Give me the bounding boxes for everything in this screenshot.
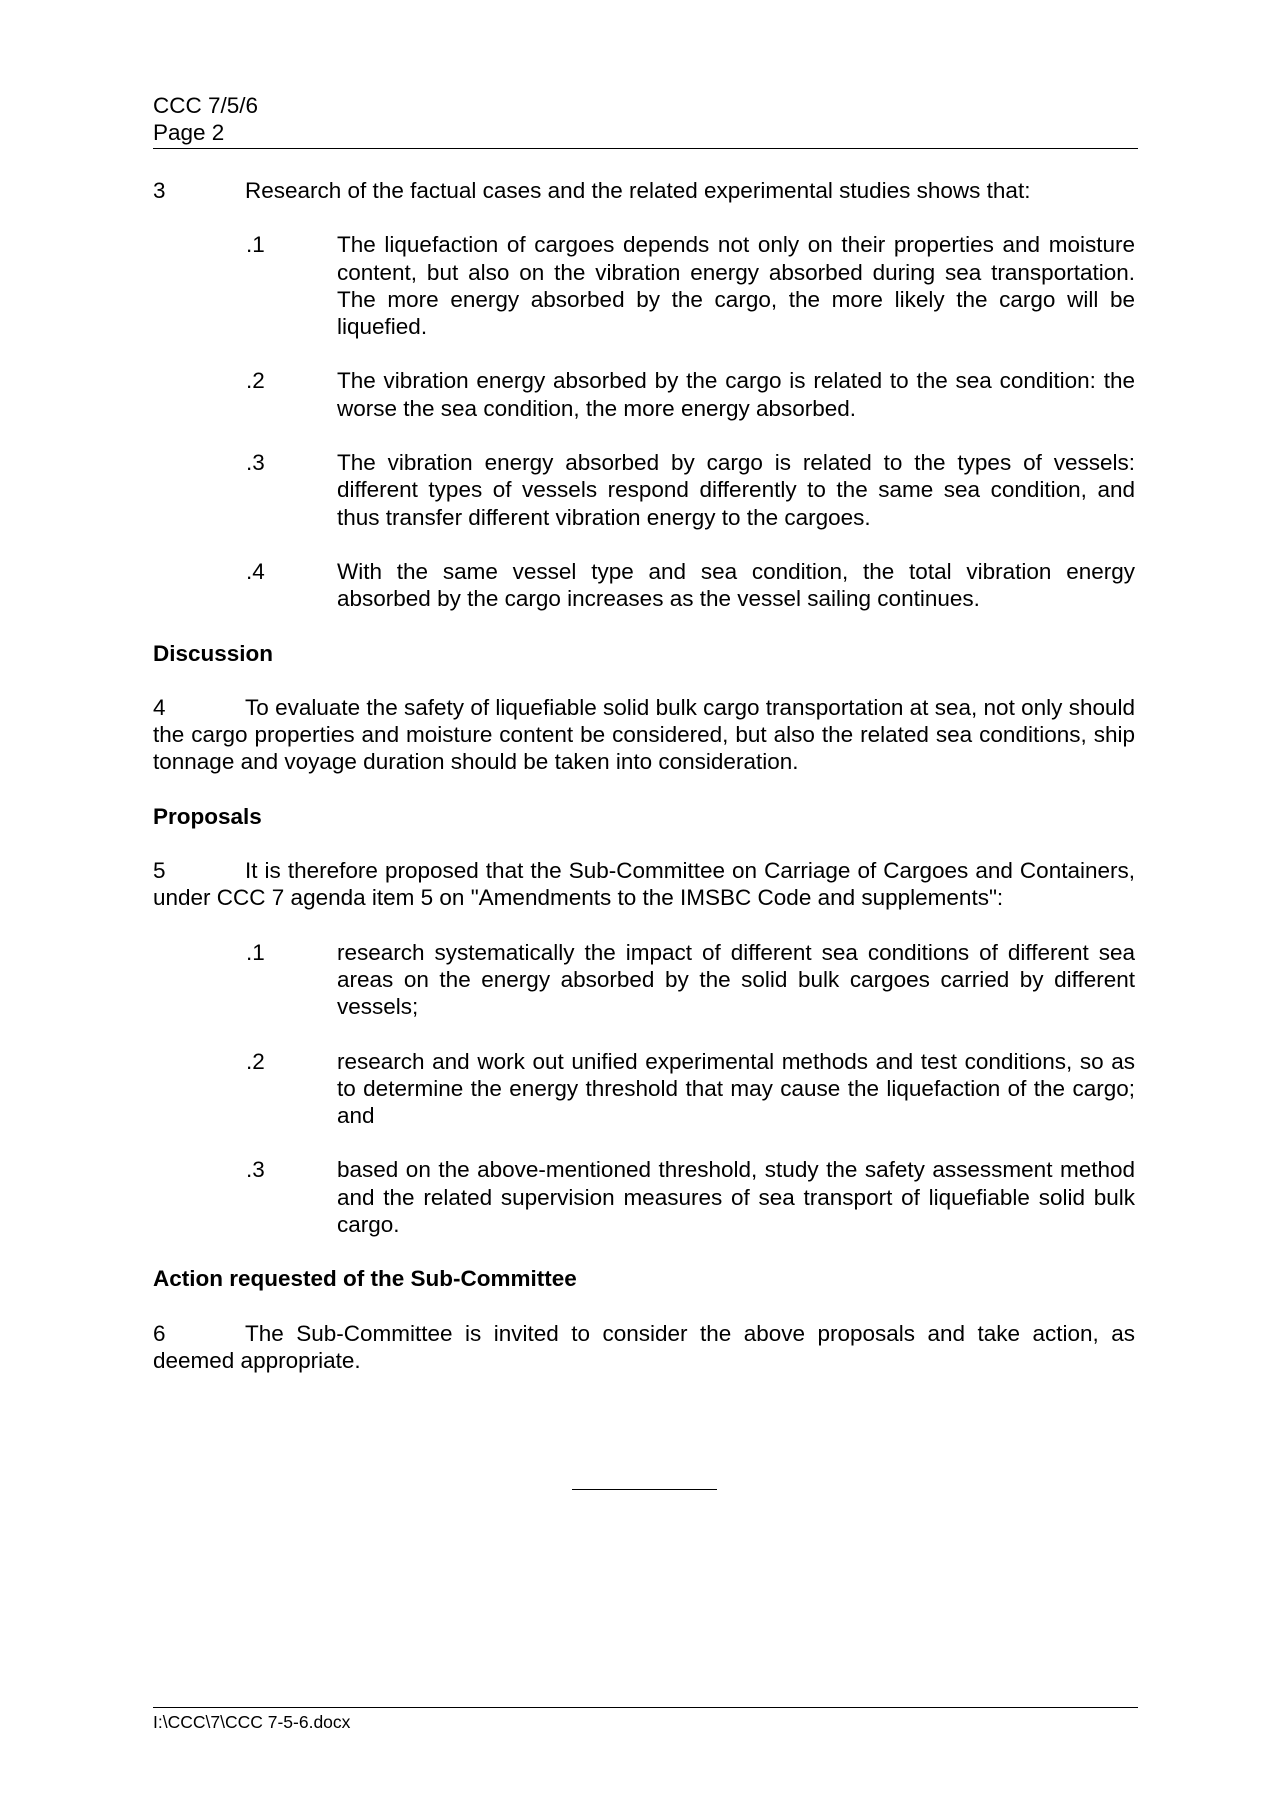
list-item — [153, 231, 1135, 340]
page-header — [153, 92, 1138, 147]
list-item-text: The vibration energy absorbed by the cargo is related to the sea condition: the worse the sea condition, the more energy absorbed. — [337, 368, 1135, 421]
list-item-text: research systematically the impact of different sea conditions of different sea areas on the energy absorbed by the solid bulk cargoes carried by different vessels; — [337, 939, 1135, 1020]
list-item — [153, 1048, 1135, 1130]
paragraph-number: 5 — [153, 858, 166, 884]
document-body — [153, 177, 1135, 1374]
list-item-text: research and work out unified experimental methods and test conditions, so as to determine the energy threshold that may cause the liquefaction of the cargo; and — [337, 1048, 1135, 1129]
file-path: I:\CCC\7\CCC 7-5-6.docx — [153, 1712, 351, 1732]
action-heading: Action requested of the Sub-Committee — [153, 1266, 577, 1292]
proposals-list — [153, 939, 1135, 1239]
proposals-heading: Proposals — [153, 803, 262, 829]
paragraph-4 — [153, 694, 1135, 776]
list-item-text: The liquefaction of cargoes depends not only on their properties and moisture content, but also on the vibration energy absorbed during sea transportation. The more energy absorbed by the cargo, the more likely the cargo will be liquefied. — [337, 232, 1135, 340]
end-of-document-rule — [572, 1489, 717, 1490]
list-item-text: The vibration energy absorbed by cargo is related to the types of vessels: different types of vessels respond differently to the same sea condition, and thus transfer different vibration energy to the cargoes. — [337, 450, 1135, 530]
list-item-number: .4 — [246, 558, 265, 584]
document-reference: CCC 7/5/6 — [153, 93, 259, 118]
paragraph-number: 3 — [153, 178, 166, 203]
list-item — [153, 449, 1135, 531]
page-footer — [153, 1711, 350, 1733]
list-item-number: .3 — [246, 450, 265, 476]
list-item-number: .1 — [246, 939, 265, 965]
list-item — [153, 558, 1135, 613]
paragraph-5 — [153, 857, 1135, 912]
paragraph-text: It is therefore proposed that the Sub-Committee on Carriage of Cargoes and Containers, under CCC 7 agenda item 5 on "Amendments to the IMSBC Code and supplements": — [153, 858, 1135, 911]
paragraph-number: 4 — [153, 694, 166, 720]
header-divider — [153, 148, 1138, 149]
list-item — [153, 1156, 1135, 1238]
page-number: Page 2 — [153, 120, 225, 146]
list-item-text: With the same vessel type and sea condition, the total vibration energy absorbed by the cargo increases as the vessel sailing continues. — [337, 558, 1135, 612]
list-item-number: .2 — [246, 1048, 265, 1074]
list-item — [153, 939, 1135, 1021]
footer-divider — [153, 1707, 1138, 1708]
discussion-heading: Discussion — [153, 640, 274, 666]
list-item-number: .3 — [246, 1157, 265, 1183]
paragraph-text: To evaluate the safety of liquefiable solid bulk cargo transportation at sea, not only should the cargo properties and moisture content be considered, but also the related sea conditions, ship tonnage and voyage duration should be taken into consideration. — [153, 694, 1135, 775]
list-item — [153, 367, 1135, 422]
list-item-text: based on the above-mentioned threshold, study the safety assessment method and the related supervision measures of sea transport of liquefiable solid bulk cargo. — [337, 1157, 1135, 1238]
list-item-number: .1 — [246, 232, 265, 258]
paragraph-text: Research of the factual cases and the related experimental studies shows that: — [245, 178, 1031, 203]
paragraph-6 — [153, 1320, 1135, 1375]
paragraph-text: The Sub-Committee is invited to consider the above proposals and take action, as deemed appropriate. — [153, 1320, 1135, 1373]
list-item-number: .2 — [246, 368, 265, 394]
paragraph-3-intro — [153, 177, 1135, 204]
paragraph-number: 6 — [153, 1320, 166, 1346]
findings-list — [153, 231, 1135, 612]
